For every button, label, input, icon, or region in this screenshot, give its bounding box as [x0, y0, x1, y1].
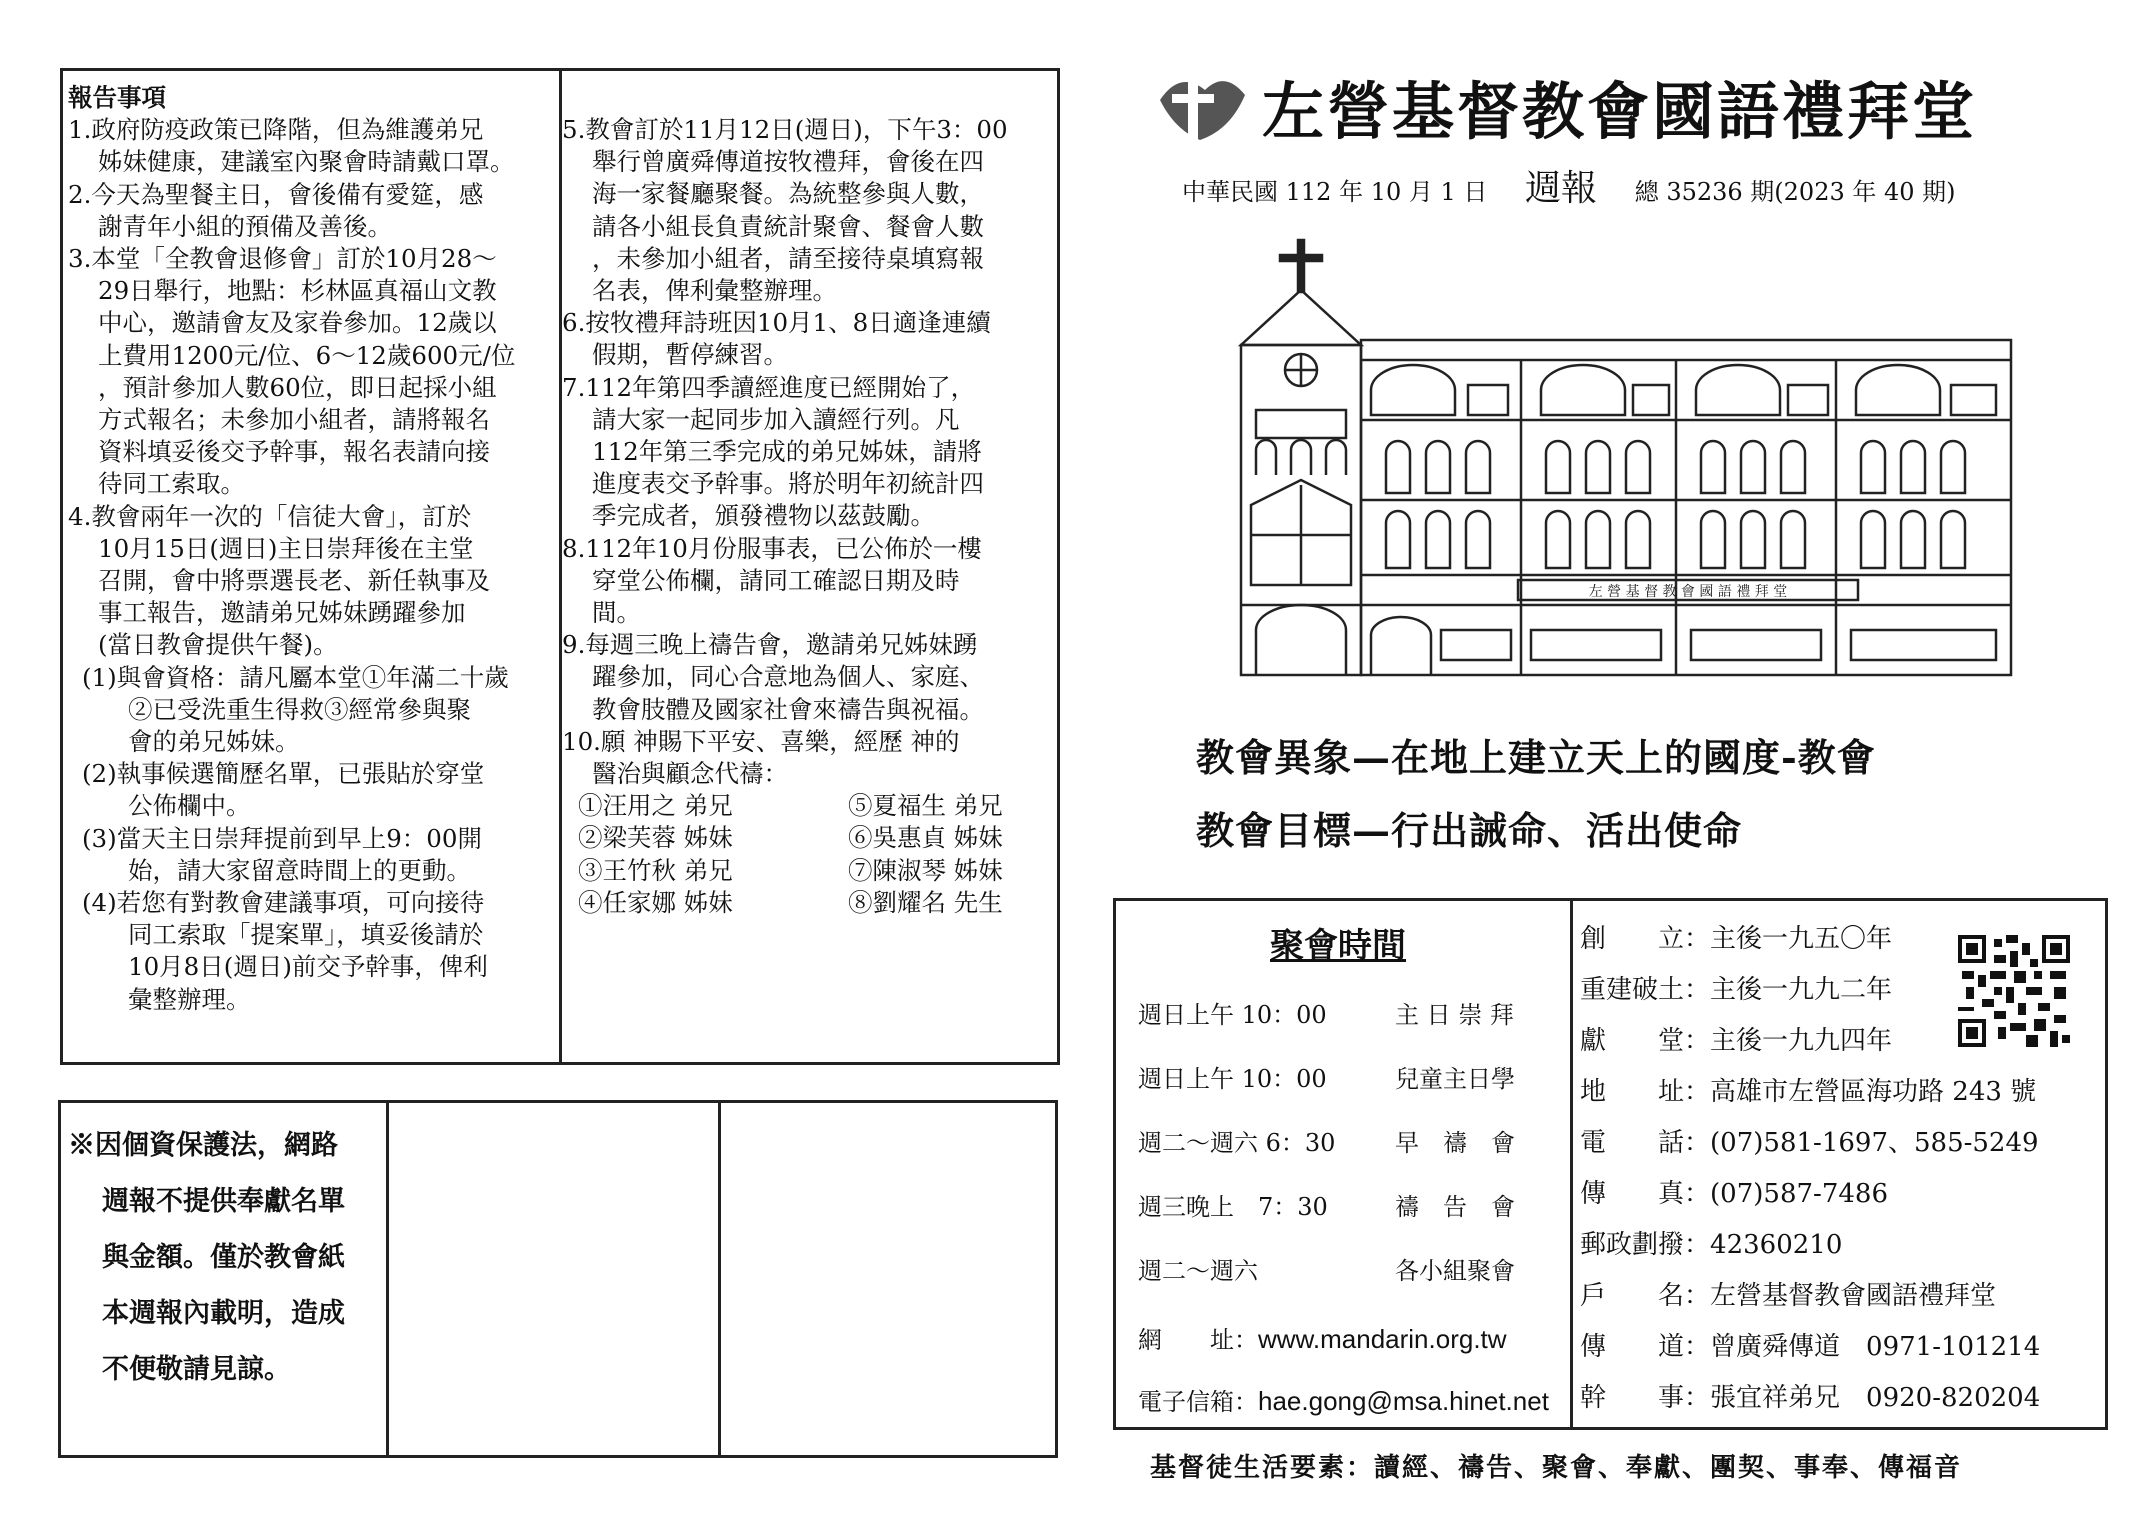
announcement-line: ，未參加小組者，請至接待桌填寫報 [592, 243, 984, 273]
announcement-line: 季完成者，頒發禮物以茲鼓勵。 [592, 501, 935, 531]
building-sign: 左 營 基 督 教 會 國 語 禮 拜 堂 [1588, 584, 1788, 600]
info-row [1580, 969, 1892, 1006]
info-value: 42360210 [1710, 1230, 1843, 1260]
info-row [1580, 1326, 2040, 1363]
info-label: 創 立 [1580, 924, 1685, 954]
announcement-line: 會的弟兄姊妹。 [128, 727, 300, 757]
announcement-line: 10月8日(週日)前交予幹事，俾利 [128, 952, 488, 982]
info-row [1580, 1122, 2039, 1159]
announcement-line: (3)當天主日崇拜提前到早上9：00開 [82, 823, 482, 853]
info-value: 主後一九九二年 [1710, 975, 1893, 1005]
info-row [1580, 1224, 1842, 1261]
announcement-line: 資料填妥後交予幹事，報名表請向接 [98, 437, 490, 467]
announcement-line: 10.願 神賜下平安、喜樂，經歷 神的 [562, 726, 960, 756]
announcement-line: 1.政府防疫政策已降階，但為維護弟兄 [68, 115, 484, 145]
bulletin-label: 週報 [1525, 168, 1598, 209]
info-separator: ： [1684, 1077, 1711, 1107]
schedule-event: 早 禱 會 [1395, 1129, 1515, 1157]
privacy-line: ※因個資保護法，網路 [68, 1130, 338, 1161]
prayer-row [578, 855, 1057, 887]
announcement-line: (4)若您有對教會建議事項，可向接待 [82, 888, 485, 918]
announcement-line: 3.本堂「全教會退修會」訂於10月28～ [68, 244, 497, 274]
announcement-line: 名表，俾利彙整辦理。 [592, 276, 837, 306]
issue-date: 中華民國 112 年 10 月 1 日 [1182, 178, 1488, 206]
prayer-name: ③王竹秋 弟兄 [578, 855, 733, 885]
info-separator: ： [1684, 1281, 1711, 1311]
announcement-line: 9.每週三晚上禱告會，邀請弟兄姊妹踴 [562, 630, 978, 660]
announcement-line: ，預計參加人數60位，即日起採小組 [98, 372, 497, 402]
website-row [1138, 1320, 1507, 1355]
footer-life-essentials: 基督徒生活要素：讀經、禱告、聚會、奉獻、團契、事奉、傳福音 [1150, 1453, 1963, 1483]
announcements-left-lines [68, 114, 558, 1016]
info-value: 曾廣舜傳道 0971-101214 [1710, 1332, 2041, 1362]
info-label: 幹 事 [1580, 1383, 1685, 1413]
schedule-event: 兒童主日學 [1395, 1065, 1515, 1093]
schedule-time: 週日上午 10：00 [1138, 1065, 1327, 1093]
email-link[interactable]: hae.gong@msa.hinet.net [1258, 1386, 1549, 1416]
info-label: 傳 道 [1580, 1332, 1685, 1362]
announcement-line: 穿堂公佈欄，請同工確認日期及時 [592, 565, 960, 595]
schedule-event: 各小組聚會 [1395, 1257, 1515, 1285]
info-separator: ： [1684, 1332, 1711, 1362]
announcements-right [562, 114, 1057, 919]
info-separator: ： [1684, 1026, 1711, 1056]
announcement-line: 10月15日(週日)主日崇拜後在主堂 [98, 533, 474, 563]
schedule-time: 週二～週六 [1138, 1257, 1258, 1285]
prayer-names [562, 790, 1057, 919]
info-row [1580, 1275, 1996, 1312]
announcement-line: 6.按牧禮拜詩班因10月1、8日適逢連續 [562, 308, 991, 338]
announcements-left [68, 82, 558, 1016]
announcement-line: 召開，會中將票選長老、新任執事及 [98, 566, 490, 596]
privacy-line: 不便敬請見諒。 [102, 1354, 291, 1385]
motto-goal: 教會目標—行出誡命、活出使命 [1196, 808, 1743, 853]
church-logo-icon [1150, 70, 1250, 142]
email-label: 電子信箱： [1138, 1388, 1258, 1416]
announcement-line: 7.112年第四季讀經進度已經開始了， [562, 372, 976, 402]
prayer-row [578, 790, 1057, 822]
info-value: 主後一九五〇年 [1710, 924, 1893, 954]
announcement-line: 4.教會兩年一次的「信徒大會」，訂於 [68, 501, 472, 531]
info-value: (07)581-1697、585-5249 [1710, 1128, 2039, 1158]
prayer-row [578, 822, 1057, 854]
privacy-line: 本週報內載明，造成 [102, 1298, 345, 1329]
announcements-title: 報告事項 [68, 83, 166, 112]
announcement-line: (當日教會提供午餐)。 [98, 630, 338, 660]
info-separator: ： [1684, 1128, 1711, 1158]
issue-number: 總 35236 期(2023 年 40 期) [1634, 178, 1956, 206]
announcement-line: ②已受洗重生得救③經常參與聚 [128, 694, 471, 724]
qr-code-icon [1958, 935, 2070, 1047]
info-label: 傳 真 [1580, 1179, 1685, 1209]
info-value: 左營基督教會國語禮拜堂 [1710, 1281, 1997, 1311]
prayer-name: ①汪用之 弟兄 [578, 791, 733, 821]
offering-divider-2 [718, 1100, 721, 1458]
church-name: 左營基督教會國語禮拜堂 [1262, 75, 1978, 148]
announcement-line: 彙整辦理。 [128, 984, 251, 1014]
announcement-line: 112年第三季完成的弟兄姊妹，請將 [592, 437, 982, 467]
info-divider [1570, 898, 1573, 1430]
website-link[interactable]: www.mandarin.org.tw [1258, 1324, 1507, 1354]
info-row [1580, 1173, 1888, 1210]
info-label: 郵政劃撥 [1580, 1230, 1685, 1260]
info-label: 重建破土 [1580, 975, 1685, 1005]
prayer-name: ②梁芙蓉 姊妹 [578, 823, 733, 853]
schedule-event: 主 日 崇 拜 [1395, 1001, 1514, 1029]
announcement-line: 29日舉行，地點：杉林區真福山文教 [98, 276, 497, 306]
announcement-line: 方式報名；未參加小組者，請將報名 [98, 405, 490, 435]
announcement-line: 2.今天為聖餐主日，會後備有愛筵，感 [68, 179, 484, 209]
announcement-line: 進度表交予幹事。將於明年初統計四 [592, 469, 984, 499]
info-value: 高雄市左營區海功路 243 號 [1710, 1077, 2037, 1107]
privacy-line: 與金額。僅於教會紙 [102, 1242, 345, 1273]
church-building-illustration [1236, 235, 2016, 685]
offering-divider-1 [386, 1100, 389, 1458]
announcement-line: 事工報告，邀請弟兄姊妹踴躍參加 [98, 598, 466, 628]
info-separator: ： [1684, 975, 1711, 1005]
privacy-note [68, 1118, 345, 1398]
issue-line [1182, 160, 1956, 211]
info-separator: ： [1684, 1383, 1711, 1413]
announcement-line: 公佈欄中。 [128, 791, 251, 821]
info-separator: ： [1684, 924, 1711, 954]
prayer-name: ⑥吳惠貞 姊妹 [848, 823, 1003, 853]
announcement-line: 上費用1200元/位、6～12歲600元/位 [98, 340, 516, 370]
announcement-line: 中心，邀請會友及家眷參加。12歲以 [98, 308, 497, 338]
info-value: 張宜祥弟兄 0920-820204 [1710, 1383, 2041, 1413]
prayer-name: ⑧劉耀名 先生 [848, 887, 1003, 917]
info-value: 主後一九九四年 [1710, 1026, 1893, 1056]
announcement-line: (1)與會資格：請凡屬本堂①年滿二十歲 [82, 662, 509, 692]
prayer-row [578, 887, 1057, 919]
announcement-line: 假期，暫停練習。 [592, 340, 788, 370]
announcement-line: (2)執事候選簡歷名單，已張貼於穿堂 [82, 759, 485, 789]
info-separator: ： [1684, 1230, 1711, 1260]
announcement-line: 同工索取「提案單」，填妥後請於 [128, 920, 484, 950]
announcement-line: 請大家一起同步加入讀經行列。凡 [592, 404, 960, 434]
prayer-name: ⑦陳淑琴 姊妹 [848, 855, 1003, 885]
info-label: 地 址 [1580, 1077, 1685, 1107]
motto-vision: 教會異象—在地上建立天上的國度-教會 [1196, 735, 1876, 780]
announcement-line: 姊妹健康，建議室內聚會時請戴口罩。 [98, 147, 515, 177]
info-row [1580, 1071, 2036, 1108]
schedule-event: 禱 告 會 [1395, 1193, 1515, 1221]
info-label: 戶 名 [1580, 1281, 1685, 1311]
info-label: 獻 堂 [1580, 1026, 1685, 1056]
announcement-line: 躍參加，同心合意地為個人、家庭、 [592, 662, 984, 692]
privacy-line: 週報不提供奉獻名單 [102, 1186, 345, 1217]
info-separator: ： [1684, 1179, 1711, 1209]
announcement-line: 醫治與顧念代禱： [592, 759, 788, 789]
announcements-right-lines [562, 114, 1057, 790]
info-row [1580, 1377, 2040, 1414]
schedule-time: 週三晚上 7：30 [1138, 1193, 1328, 1221]
info-value: (07)587-7486 [1710, 1179, 1888, 1209]
announcement-line: 始，請大家留意時間上的更動。 [128, 855, 471, 885]
email-row [1138, 1382, 1549, 1417]
announcement-line: 5.教會訂於11月12日(週日)，下午3：00 [562, 115, 1008, 144]
info-row [1580, 1020, 1892, 1057]
announcement-line: 待同工索取。 [98, 469, 245, 499]
schedule-time: 週日上午 10：00 [1138, 1001, 1327, 1029]
announcement-line: 海一家餐廳聚餐。為統整參與人數， [592, 179, 984, 209]
announcement-line: 8.112年10月份服事表，已公佈於一樓 [562, 533, 982, 563]
schedule-title: 聚會時間 [1270, 926, 1406, 966]
info-row [1580, 918, 1892, 955]
announcement-line: 舉行曾廣舜傳道按牧禮拜，會後在四 [592, 147, 984, 177]
announcement-line: 謝青年小組的預備及善後。 [98, 211, 392, 241]
announcement-line: 教會肢體及國家社會來禱告與祝福。 [592, 694, 984, 724]
schedule-time: 週二～週六 6：30 [1138, 1129, 1336, 1157]
announcement-line: 請各小組長負責統計聚會、餐會人數 [592, 211, 984, 241]
announcement-line: 間。 [592, 598, 641, 628]
prayer-name: ⑤夏福生 弟兄 [848, 791, 1003, 821]
website-label: 網 址： [1138, 1326, 1258, 1354]
info-label: 電 話 [1580, 1128, 1685, 1158]
prayer-name: ④任家娜 姊妹 [578, 887, 733, 917]
